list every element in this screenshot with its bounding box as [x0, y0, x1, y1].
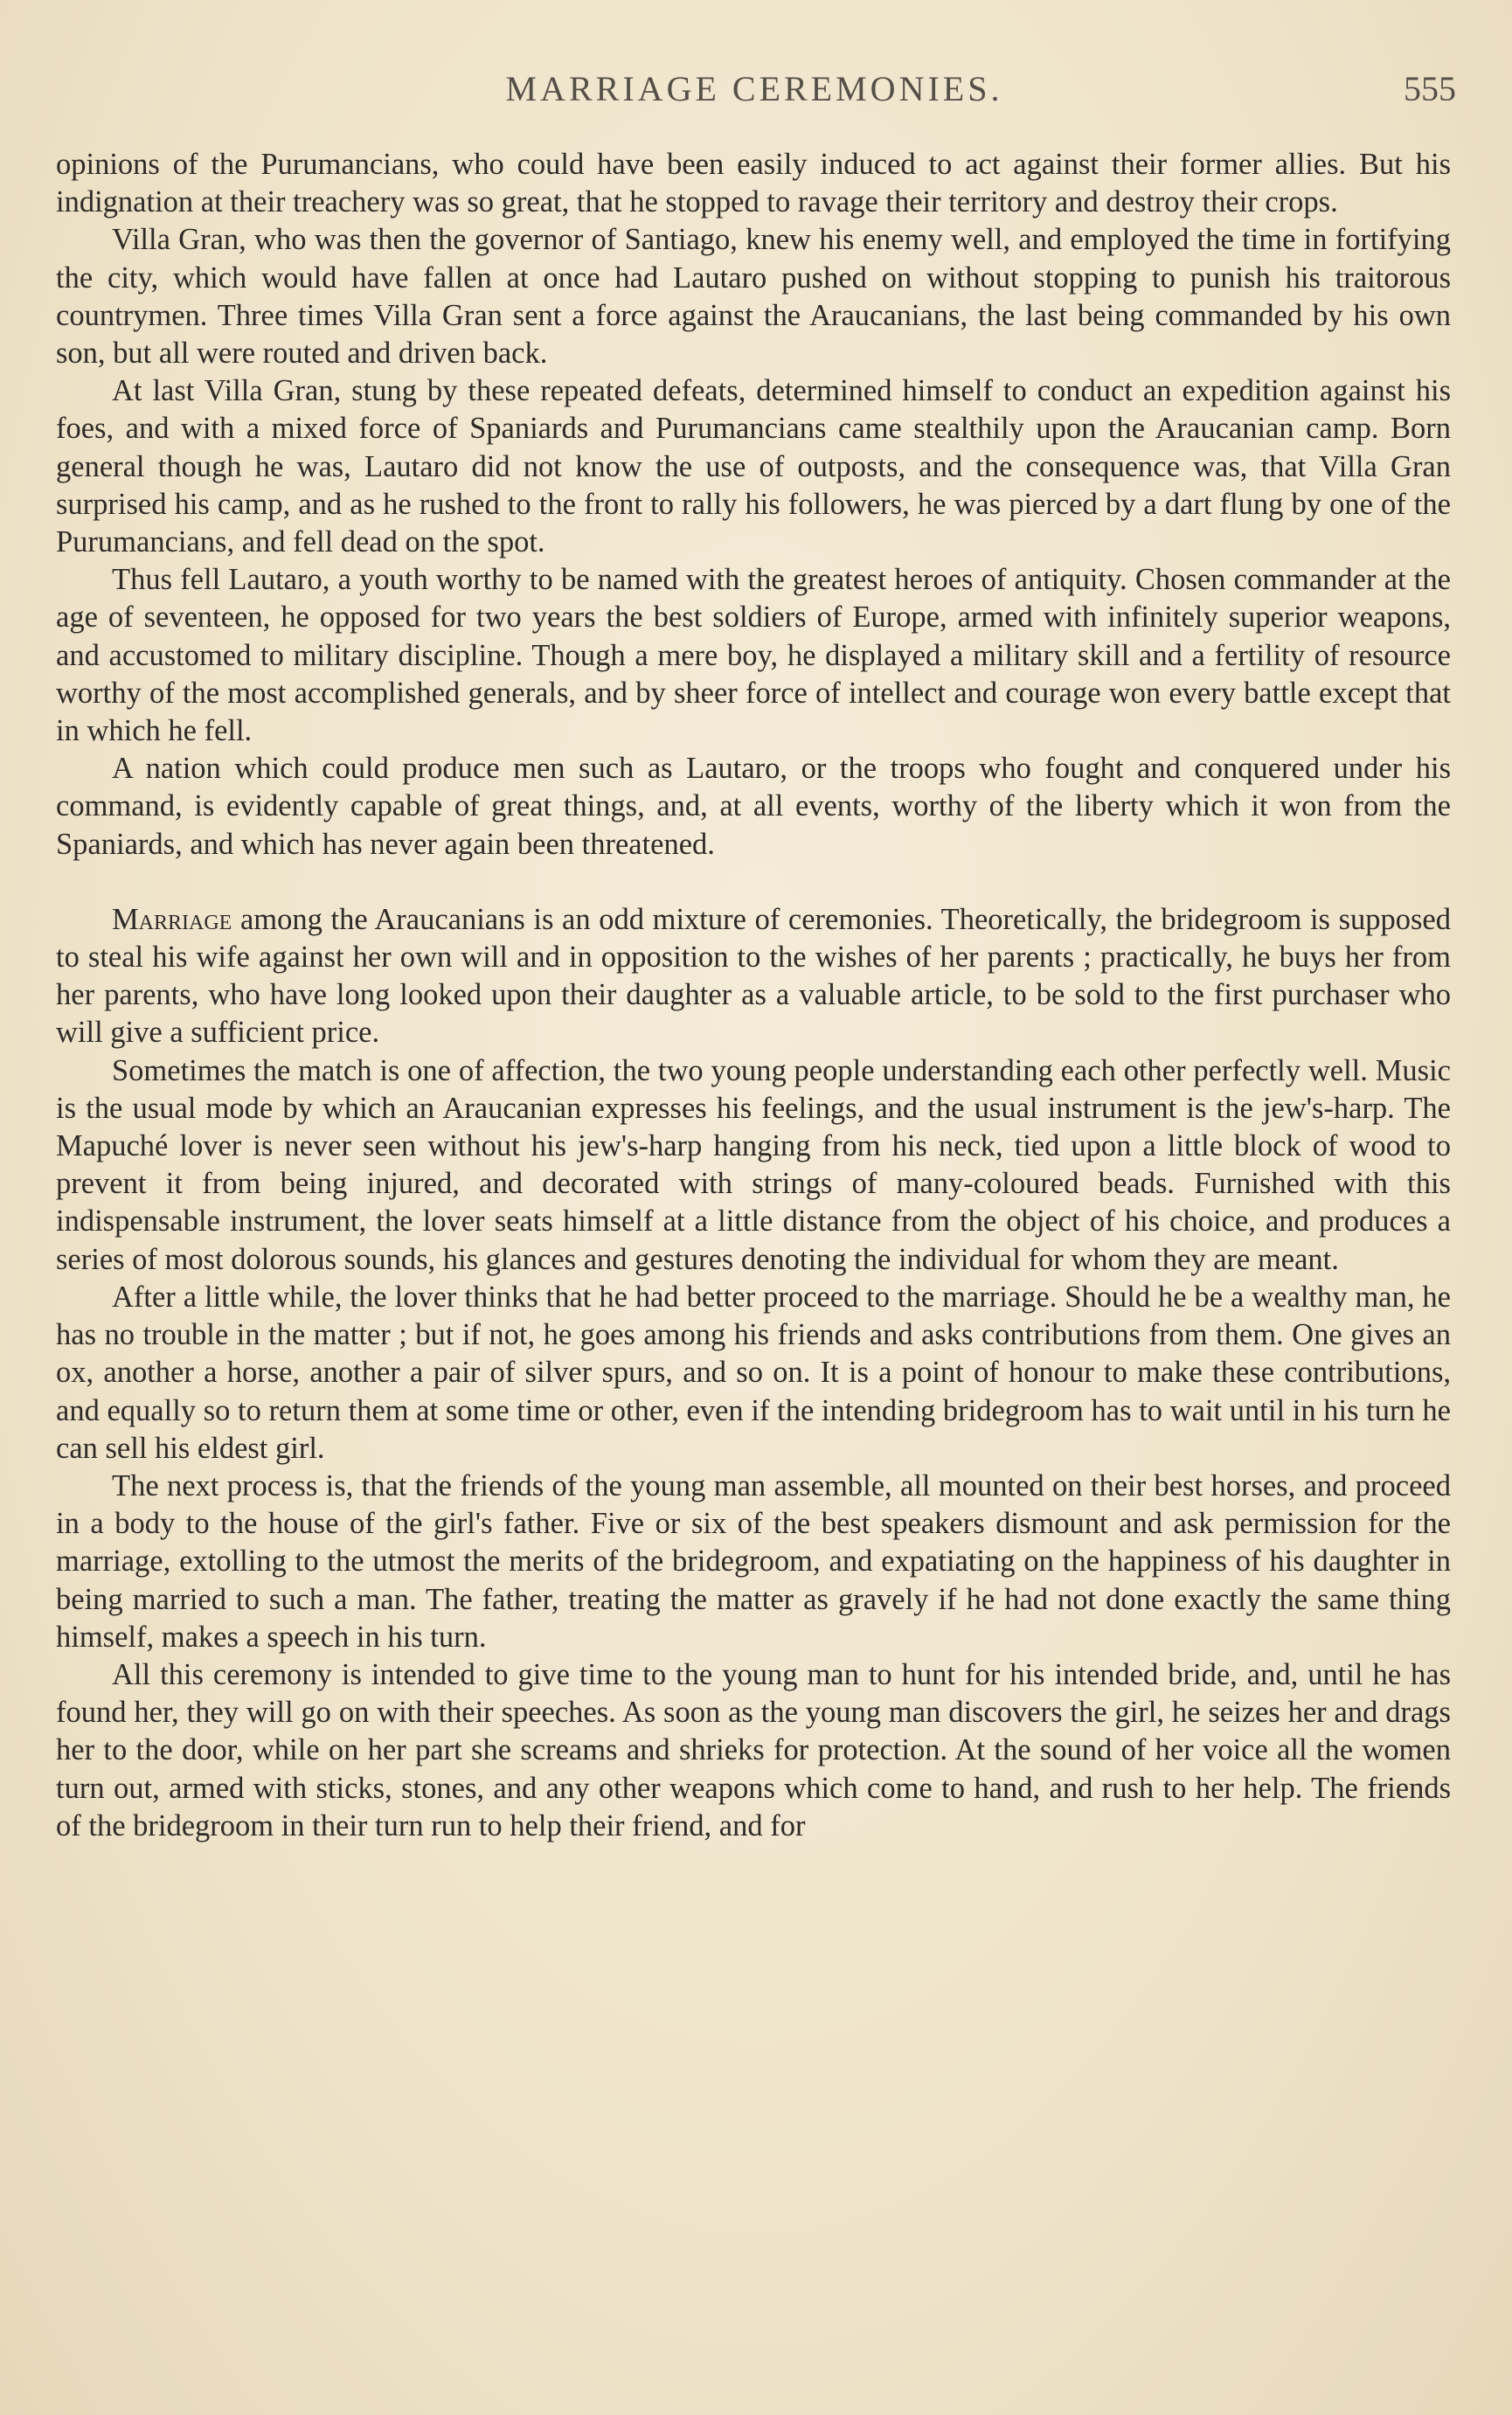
paragraph-text: The next process is, that the friends of the young man assemble, all mounted on their best horses, and proceed in a body to the house of the girl's father. Five or six of the best speakers dismount and ask permission for the marriage, extolling to the utmost the merits of the bridegroom, and expatiating on the happiness of his daughter in being married to such a man. The father, treating the matter as gravely if he had not done exactly the same thing himself, makes a speech in his turn.: [56, 1468, 1451, 1654]
paragraph: [56, 221, 1451, 372]
paragraph-text: opinions of the Purumancians, who could have been easily induced to act against their former allies. But his indignation at their treachery was so great, that he stopped to ravage their territory and destroy their crops.: [56, 148, 1451, 219]
paragraph-text: Sometimes the match is one of affection, the two young people understanding each other perfectly well. Music is the usual mode by which an Araucanian expresses his feelings, and the usual instrument is the jew's-harp. The Mapuché lover is never seen without his jew's-harp hanging from his neck, tied upon a little block of wood to prevent it from being injured, and decorated with strings of many-coloured beads. Furnished with this indispensable instrument, the lover seats himself at a little distance from the object of his choice, and produces a series of most dolorous sounds, his glances and gestures denoting the individual for whom they are meant.: [56, 1053, 1451, 1276]
paragraph-text: After a little while, the lover thinks that he had better proceed to the marriage. Should he be a wealthy man, he has no trouble in the matter ; but if not, he goes among his friends and asks contributions from them. One gives an ox, another a horse, another a pair of silver spurs, and so on. It is a point of honour to make these contributions, and equally so to return them at some time or other, even if the intending bridegroom has to wait until in his turn he can sell his eldest girl.: [56, 1280, 1451, 1465]
paragraph: [56, 1468, 1451, 1656]
paragraph-text: Thus fell Lautaro, a youth worthy to be named with the greatest heroes of antiquity. Chosen commander at the age of seventeen, he opposed for two years the best soldiers of Europe, armed with infinitely superior weapons, and accustomed to military discipline. Though a mere boy, he displayed a military skill and a fertility of resource worthy of the most accomplished generals, and by sheer force of intellect and courage won every battle except that in which he fell.: [56, 563, 1451, 748]
paragraph: [56, 372, 1451, 561]
paragraph: [56, 1656, 1451, 1845]
paragraph-text: A nation which could produce men such as Lautaro, or the troops who fought and conquered under his command, is evidently capable of great things, and, at all events, worthy of the liberty which it won from the Spaniards, and which has never again been threatened.: [56, 752, 1451, 861]
paragraph: [56, 1279, 1451, 1468]
paragraph: [56, 1052, 1451, 1279]
running-title: MARRIAGE CEREMONIES.: [505, 69, 1003, 108]
paragraph: [56, 750, 1451, 864]
page-header: [52, 68, 1456, 121]
paragraph: [56, 561, 1451, 750]
paragraph-section-start: [56, 901, 1451, 1052]
paragraph-text: At last Villa Gran, stung by these repeated defeats, determined himself to conduct an expedition against his foes, and with a mixed force of Spaniards and Purumancians came stealthily upon the Araucanian camp. Born general though he was, Lautaro did not know the use of outposts, and the consequence was, that Villa Gran surprised his camp, and as he rushed to the front to rally his followers, he was pierced by a dart flung by one of the Purumancians, and fell dead on the spot.: [56, 374, 1451, 559]
page-number: 555: [1404, 69, 1456, 108]
paragraph: [56, 146, 1451, 221]
body-text: [56, 146, 1451, 1845]
paragraph-text: All this ceremony is intended to give time to the young man to hunt for his intended bride, and, until he has found her, they will go on with their speeches. As soon as the young man discovers the girl, he seizes her and drags her to the door, while on her part she screams and shrieks for protection. At the sound of her voice all the women turn out, armed with sticks, stones, and any other weapons which come to hand, and rush to her help. The friends of the bridegroom in their turn run to help their friend, and for: [56, 1657, 1451, 1842]
paragraph-text: Villa Gran, who was then the governor of Santiago, knew his enemy well, and employed the time in fortifying the city, which would have fallen at once had Lautaro pushed on without stopping to punish his traitorous countrymen. Three times Villa Gran sent a force against the Araucanians, the last being commanded by his own son, but all were routed and driven back.: [56, 223, 1451, 371]
paragraph-text: among the Araucanians is an odd mixture of ceremonies. Theoretically, the bridegroom is supposed to steal his wife against her own will and in opposition to the wishes of her parents ; practically, he buys her from her parents, who have long looked upon their daughter as a valuable article, to be sold to the first purchaser who will give a sufficient price.: [56, 902, 1451, 1050]
section-lead-word: Marriage: [112, 902, 232, 936]
